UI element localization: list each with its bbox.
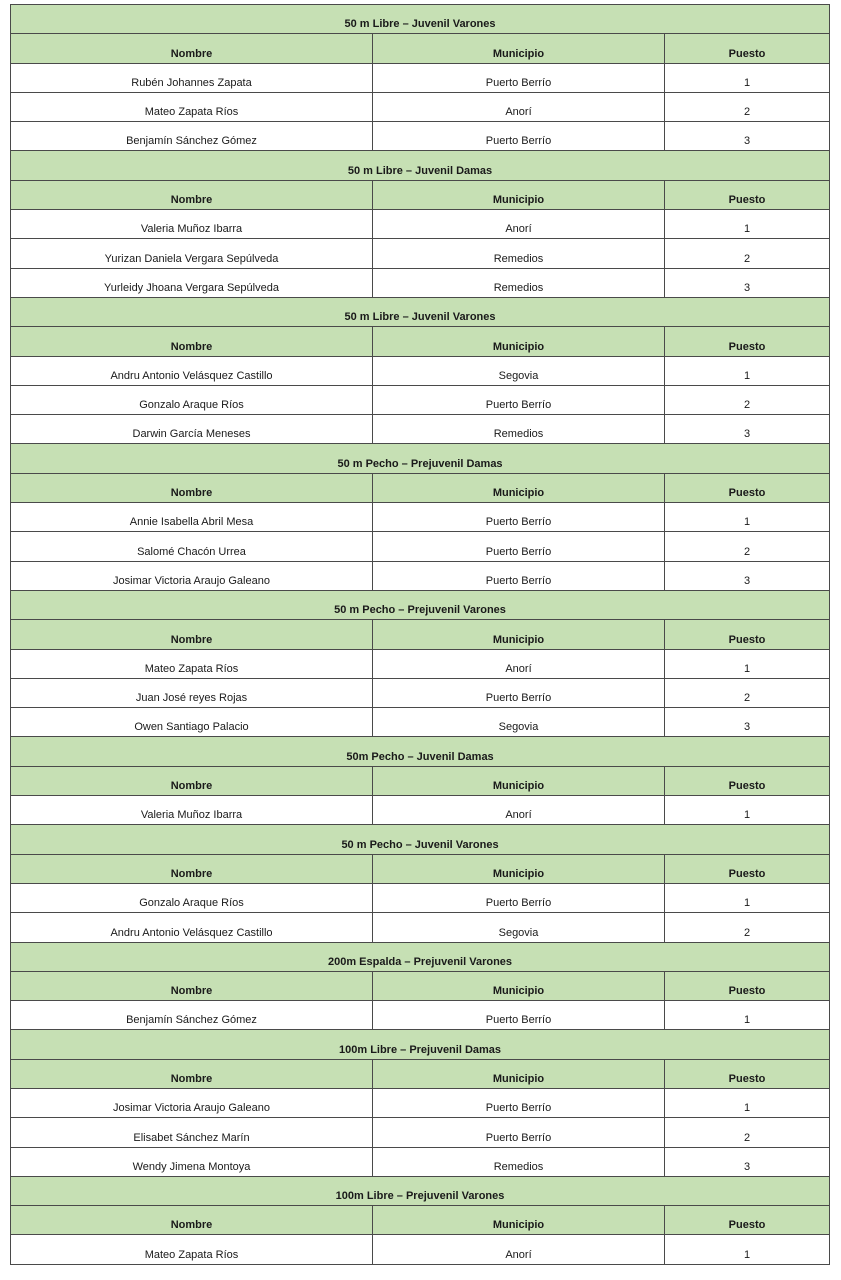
table-row [11,883,830,912]
header-nombre: Nombre [11,766,373,795]
puesto-cell: 3 [665,561,830,590]
table-row [11,1118,830,1147]
table-row [11,210,830,239]
header-puesto: Puesto [665,971,830,1000]
municipio-cell: Puerto Berrío [373,1001,665,1030]
puesto-cell: 2 [665,678,830,707]
athlete-name-cell: Gonzalo Araque Ríos [11,883,373,912]
table-row [11,385,830,414]
table-row [11,63,830,92]
event-title: 50 m Pecho – Prejuvenil Varones [11,590,830,619]
column-header-row [11,1206,830,1235]
column-header-row [11,620,830,649]
event-title: 50m Pecho – Juvenil Damas [11,737,830,766]
puesto-cell: 3 [665,1147,830,1176]
municipio-cell: Segovia [373,913,665,942]
event-title-row [11,5,830,34]
event-title-row [11,297,830,326]
athlete-name-cell: Andru Antonio Velásquez Castillo [11,356,373,385]
table-row [11,678,830,707]
municipio-cell: Anorí [373,796,665,825]
puesto-cell: 1 [665,356,830,385]
header-nombre: Nombre [11,180,373,209]
table-row [11,503,830,532]
municipio-cell: Anorí [373,92,665,121]
event-title-row [11,1030,830,1059]
column-header-row [11,327,830,356]
athlete-name-cell: Valeria Muñoz Ibarra [11,210,373,239]
athlete-name-cell: Andru Antonio Velásquez Castillo [11,913,373,942]
athlete-name-cell: Rubén Johannes Zapata [11,63,373,92]
athlete-name-cell: Darwin García Meneses [11,415,373,444]
athlete-name-cell: Mateo Zapata Ríos [11,1235,373,1264]
column-header-row [11,1059,830,1088]
athlete-name-cell: Yurleidy Jhoana Vergara Sepúlveda [11,268,373,297]
municipio-cell: Puerto Berrío [373,503,665,532]
table-row [11,239,830,268]
header-municipio: Municipio [373,766,665,795]
header-puesto: Puesto [665,473,830,502]
municipio-cell: Puerto Berrío [373,63,665,92]
header-nombre: Nombre [11,1206,373,1235]
puesto-cell: 2 [665,385,830,414]
municipio-cell: Puerto Berrío [373,1088,665,1117]
puesto-cell: 1 [665,1235,830,1264]
header-municipio: Municipio [373,1206,665,1235]
column-header-row [11,854,830,883]
athlete-name-cell: Salomé Chacón Urrea [11,532,373,561]
table-row [11,415,830,444]
header-nombre: Nombre [11,34,373,63]
header-municipio: Municipio [373,971,665,1000]
header-nombre: Nombre [11,473,373,502]
table-row [11,561,830,590]
header-puesto: Puesto [665,327,830,356]
puesto-cell: 1 [665,1088,830,1117]
column-header-row [11,971,830,1000]
puesto-cell: 2 [665,239,830,268]
puesto-cell: 2 [665,913,830,942]
table-row [11,708,830,737]
municipio-cell: Anorí [373,1235,665,1264]
header-municipio: Municipio [373,620,665,649]
municipio-cell: Puerto Berrío [373,122,665,151]
header-puesto: Puesto [665,766,830,795]
header-nombre: Nombre [11,971,373,1000]
table-row [11,1088,830,1117]
header-municipio: Municipio [373,327,665,356]
table-row [11,913,830,942]
event-title-row [11,737,830,766]
table-row [11,1147,830,1176]
header-puesto: Puesto [665,1206,830,1235]
header-puesto: Puesto [665,180,830,209]
athlete-name-cell: Juan José reyes Rojas [11,678,373,707]
puesto-cell: 2 [665,1118,830,1147]
athlete-name-cell: Yurizan Daniela Vergara Sepúlveda [11,239,373,268]
header-puesto: Puesto [665,620,830,649]
table-row [11,1001,830,1030]
puesto-cell: 1 [665,210,830,239]
puesto-cell: 1 [665,796,830,825]
event-title: 50 m Libre – Juvenil Varones [11,297,830,326]
puesto-cell: 1 [665,503,830,532]
table-row [11,649,830,678]
header-nombre: Nombre [11,327,373,356]
table-row [11,532,830,561]
puesto-cell: 3 [665,122,830,151]
column-header-row [11,180,830,209]
header-puesto: Puesto [665,854,830,883]
municipio-cell: Remedios [373,239,665,268]
event-title-row [11,444,830,473]
municipio-cell: Puerto Berrío [373,385,665,414]
header-nombre: Nombre [11,1059,373,1088]
column-header-row [11,34,830,63]
municipio-cell: Puerto Berrío [373,678,665,707]
header-municipio: Municipio [373,1059,665,1088]
municipio-cell: Anorí [373,210,665,239]
header-nombre: Nombre [11,620,373,649]
results-table-body [11,5,830,1265]
event-title-row [11,825,830,854]
table-row [11,92,830,121]
results-table [10,4,830,1265]
municipio-cell: Anorí [373,649,665,678]
event-title: 50 m Libre – Juvenil Damas [11,151,830,180]
athlete-name-cell: Gonzalo Araque Ríos [11,385,373,414]
athlete-name-cell: Mateo Zapata Ríos [11,649,373,678]
municipio-cell: Remedios [373,268,665,297]
header-municipio: Municipio [373,34,665,63]
header-puesto: Puesto [665,1059,830,1088]
municipio-cell: Puerto Berrío [373,883,665,912]
athlete-name-cell: Annie Isabella Abril Mesa [11,503,373,532]
column-header-row [11,766,830,795]
header-nombre: Nombre [11,854,373,883]
event-title: 100m Libre – Prejuvenil Varones [11,1176,830,1205]
header-municipio: Municipio [373,473,665,502]
table-row [11,122,830,151]
header-municipio: Municipio [373,180,665,209]
event-title: 50 m Pecho – Juvenil Varones [11,825,830,854]
municipio-cell: Segovia [373,356,665,385]
event-title-row [11,590,830,619]
athlete-name-cell: Benjamín Sánchez Gómez [11,1001,373,1030]
event-title: 100m Libre – Prejuvenil Damas [11,1030,830,1059]
puesto-cell: 3 [665,268,830,297]
athlete-name-cell: Mateo Zapata Ríos [11,92,373,121]
puesto-cell: 1 [665,1001,830,1030]
municipio-cell: Puerto Berrío [373,561,665,590]
municipio-cell: Puerto Berrío [373,532,665,561]
athlete-name-cell: Owen Santiago Palacio [11,708,373,737]
event-title-row [11,151,830,180]
header-municipio: Municipio [373,854,665,883]
athlete-name-cell: Benjamín Sánchez Gómez [11,122,373,151]
puesto-cell: 1 [665,649,830,678]
table-row [11,796,830,825]
municipio-cell: Remedios [373,1147,665,1176]
athlete-name-cell: Josimar Victoria Araujo Galeano [11,561,373,590]
athlete-name-cell: Valeria Muñoz Ibarra [11,796,373,825]
puesto-cell: 1 [665,63,830,92]
athlete-name-cell: Elisabet Sánchez Marín [11,1118,373,1147]
event-title: 50 m Libre – Juvenil Varones [11,5,830,34]
table-row [11,1235,830,1264]
header-puesto: Puesto [665,34,830,63]
puesto-cell: 1 [665,883,830,912]
table-row [11,356,830,385]
municipio-cell: Remedios [373,415,665,444]
municipio-cell: Puerto Berrío [373,1118,665,1147]
puesto-cell: 2 [665,532,830,561]
event-title-row [11,942,830,971]
column-header-row [11,473,830,502]
event-title-row [11,1176,830,1205]
athlete-name-cell: Wendy Jimena Montoya [11,1147,373,1176]
athlete-name-cell: Josimar Victoria Araujo Galeano [11,1088,373,1117]
puesto-cell: 3 [665,415,830,444]
municipio-cell: Segovia [373,708,665,737]
puesto-cell: 3 [665,708,830,737]
event-title: 200m Espalda – Prejuvenil Varones [11,942,830,971]
table-row [11,268,830,297]
puesto-cell: 2 [665,92,830,121]
event-title: 50 m Pecho – Prejuvenil Damas [11,444,830,473]
